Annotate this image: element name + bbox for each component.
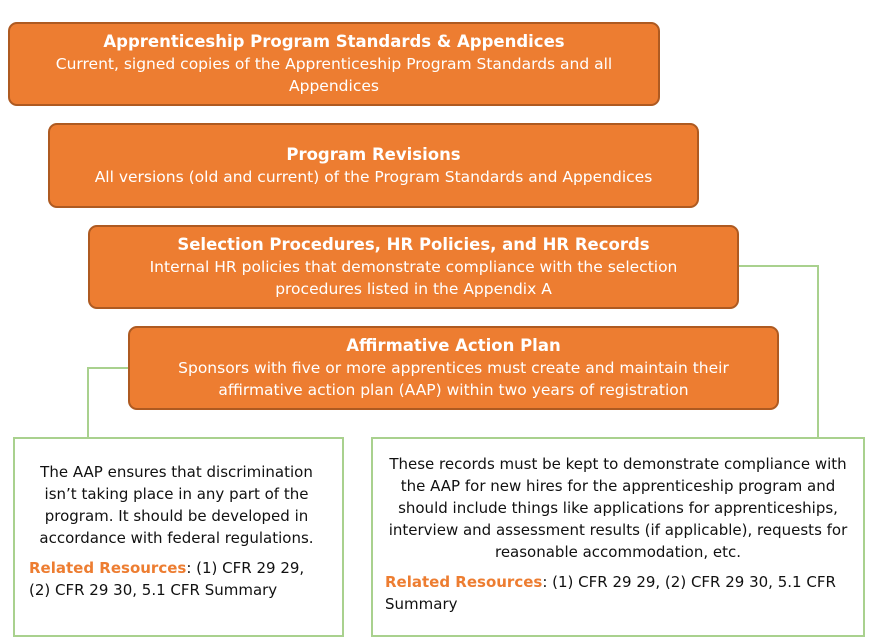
box-program-standards — [8, 22, 660, 106]
related-resources-label: Related Resources — [385, 573, 543, 591]
related-resources — [29, 557, 324, 601]
box-description: All versions (old and current) of the Program Standards and Appendices — [94, 167, 653, 186]
box-title: Program Revisions — [286, 144, 461, 164]
note-aap — [13, 437, 344, 637]
box-description: Current, signed copies of the Apprenticeship Program Standards and all Appendices — [55, 55, 613, 95]
box-title: Selection Procedures, HR Policies, and HR Records — [177, 235, 650, 254]
box-description: Internal HR policies that demonstrate compliance with the selection procedures listed in the Appendix A — [149, 258, 678, 298]
related-resources-list: : (1) CFR 29 29, (2) CFR 29 30, 5.1 CFR Summary — [385, 573, 836, 613]
related-resources-label: Related Resources — [29, 559, 187, 577]
note-text: These records must be kept to demonstrate compliance with the AAP for new hires for the apprenticeship program and should include things like applications for apprenticeships, interview and assessment results (if applicable), requests for reasonable accommodation, etc. — [388, 455, 848, 561]
connector-aap-to-left-note — [88, 368, 129, 437]
box-title: Affirmative Action Plan — [346, 336, 561, 355]
box-affirmative-action-plan — [128, 326, 779, 410]
box-program-revisions — [48, 123, 699, 208]
box-selection-procedures — [88, 225, 739, 309]
related-resources-list: : (1) CFR 29 29, (2) CFR 29 30, 5.1 CFR Summary — [29, 559, 305, 599]
box-description: Sponsors with five or more apprentices must create and maintain their affirmative action plan (AAP) within two years of registration — [178, 359, 729, 399]
note-hr-records — [371, 437, 865, 637]
box-title: Apprenticeship Program Standards & Appendices — [103, 32, 565, 51]
note-text: The AAP ensures that discrimination isn’t taking place in any part of the program. It should be developed in accordance with federal regulations. — [39, 463, 314, 547]
related-resources — [385, 571, 851, 615]
